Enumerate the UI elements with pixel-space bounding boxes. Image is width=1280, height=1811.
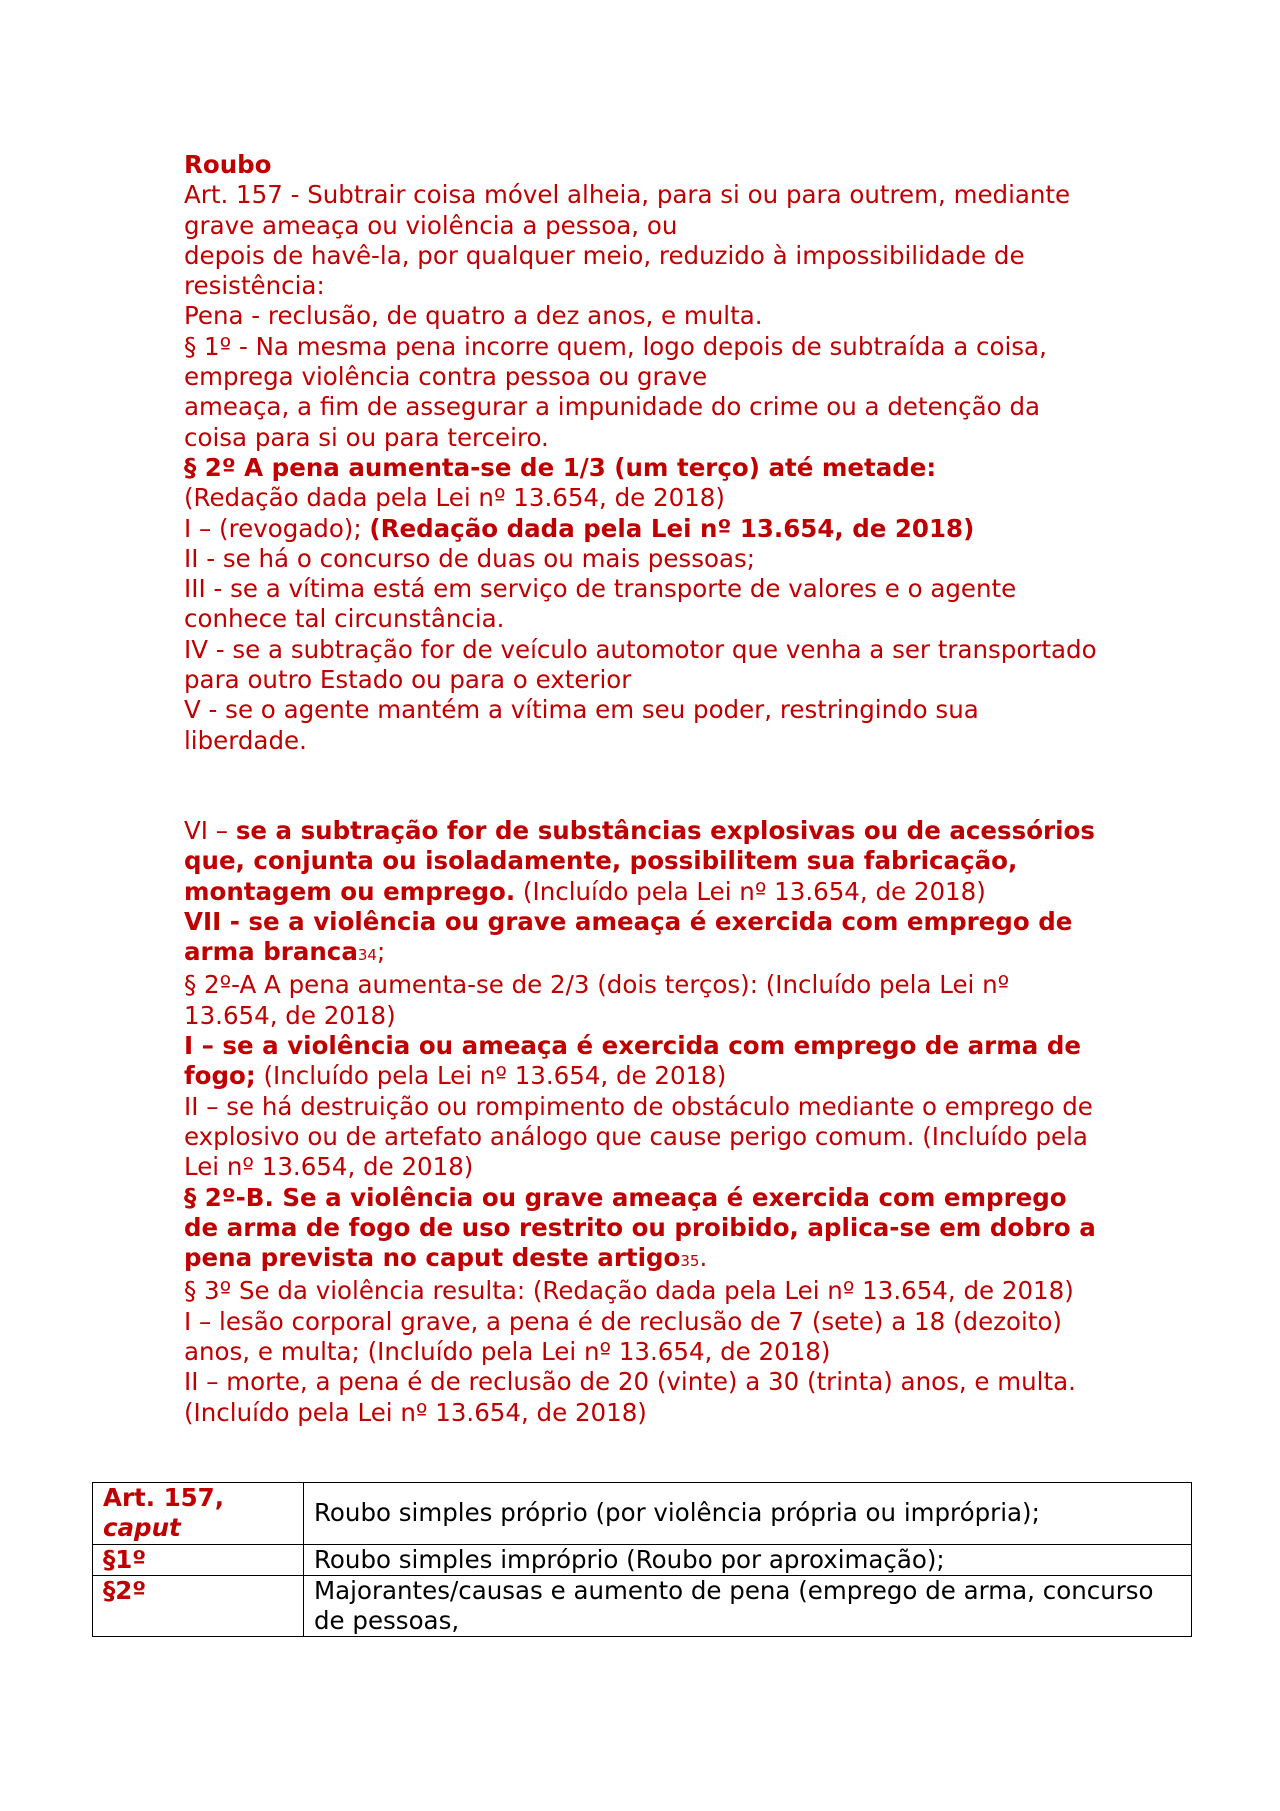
paragraph: ameaça, a fim de assegurar a impunidade do crime ou a detenção da coisa para si ou para terceiro. <box>184 392 1041 452</box>
table-cell-ref: §1º <box>93 1544 304 1575</box>
text-span: (Redação dada pela Lei nº 13.654, de 2018) <box>369 513 975 543</box>
text-span: caput <box>103 1513 181 1543</box>
table-cell-ref: §2º <box>93 1575 304 1637</box>
paragraph: (Redação dada pela Lei nº 13.654, de 2018) <box>184 483 725 513</box>
text-span: se a subtração for de substâncias explosivas ou de acessórios que, conjunta ou isoladamente, possibilitem sua fabricação, montagem ou emprego. <box>184 815 1095 906</box>
paragraph: I – lesão corporal grave, a pena é de reclusão de 7 (sete) a 18 (dezoito) anos, e multa; (Incluído pela Lei nº 13.654, de 2018) <box>184 1306 1062 1366</box>
spacer <box>184 756 1104 816</box>
paragraph: IV - se a subtração for de veículo automotor que venha a ser transportado para outro Estado ou para o exterior <box>184 634 1097 695</box>
paragraph: II – se há destruição ou rompimento de obstáculo mediante o emprego de explosivo ou de artefato análogo que cause perigo comum. (Incluído pela Lei nº 13.654, de 2018) <box>184 1091 1093 1182</box>
table-row <box>93 1544 1192 1575</box>
text-span: . <box>699 1243 708 1273</box>
paragraph <box>184 1031 1104 1092</box>
paragraph: depois de havê-la, por qualquer meio, reduzido à impossibilidade de resistência: <box>184 240 1025 301</box>
paragraph <box>184 816 1104 907</box>
paragraph <box>184 907 1104 971</box>
paragraph: Art. 157 - Subtrair coisa móvel alheia, para si ou para outrem, mediante grave ameaça ou violência a pessoa, ou <box>184 180 1071 240</box>
table-row <box>93 1575 1192 1637</box>
paragraph: § 1º - Na mesma pena incorre quem, logo depois de subtraída a coisa, emprega violência contra pessoa ou grave <box>184 331 1047 392</box>
table-row <box>93 1483 1192 1545</box>
table-cell-desc: Majorantes/causas e aumento de pena (emprego de arma, concurso de pessoas, <box>304 1575 1192 1637</box>
paragraph: II - se há o concurso de duas ou mais pessoas; <box>184 543 755 573</box>
summary-table <box>92 1482 1192 1637</box>
text-span: (Incluído pela Lei nº 13.654, de 2018) <box>255 1061 727 1091</box>
text-span: (Incluído pela Lei nº 13.654, de 2018) <box>515 876 986 906</box>
document-body <box>184 150 1104 1428</box>
text-span: I – (revogado); <box>184 513 370 543</box>
text-span: I – se a violência ou ameaça é exercida com emprego de arma de fogo; <box>184 1031 1081 1091</box>
paragraph: II – morte, a pena é de reclusão de 20 (vinte) a 30 (trinta) anos, e multa. (Incluído pela Lei nº 13.654, de 2018) <box>184 1367 1076 1427</box>
table-cell-desc: Roubo simples próprio (por violência própria ou imprópria); <box>304 1483 1192 1545</box>
paragraph: § 2º-A A pena aumenta-se de 2/3 (dois terços): (Incluído pela Lei nº 13.654, de 2018) <box>184 970 1010 1030</box>
footnote-ref: 34 <box>357 946 377 965</box>
paragraph <box>184 1183 1104 1277</box>
section-title: Roubo <box>184 150 272 179</box>
table-cell-ref <box>93 1483 304 1545</box>
paragraph: III - se a vítima está em serviço de transporte de valores e o agente conhece tal circunstância. <box>184 574 1017 634</box>
text-span: ; <box>376 937 386 967</box>
paragraph <box>184 514 1104 544</box>
paragraph: § 3º Se da violência resulta: (Redação dada pela Lei nº 13.654, de 2018) <box>184 1276 1074 1306</box>
paragraph: V - se o agente mantém a vítima em seu poder, restringindo sua liberdade. <box>184 695 979 755</box>
footnote-ref: 35 <box>680 1252 700 1271</box>
text-span: § 2º-B. Se a violência ou grave ameaça é exercida com emprego de arma de fogo de uso restrito ou proibido, aplica-se em dobro a pena prevista no caput deste artigo <box>184 1182 1096 1273</box>
text-span: VI – <box>184 815 236 845</box>
text-span: Art. 157, <box>103 1483 225 1512</box>
paragraph: Pena - reclusão, de quatro a dez anos, e multa. <box>184 301 763 331</box>
text-span: VII - se a violência ou grave ameaça é exercida com emprego de arma branca <box>184 906 1073 967</box>
table-cell-desc: Roubo simples impróprio (Roubo por aproximação); <box>304 1544 1192 1575</box>
paragraph: § 2º A pena aumenta-se de 1/3 (um terço) até metade: <box>184 452 937 482</box>
